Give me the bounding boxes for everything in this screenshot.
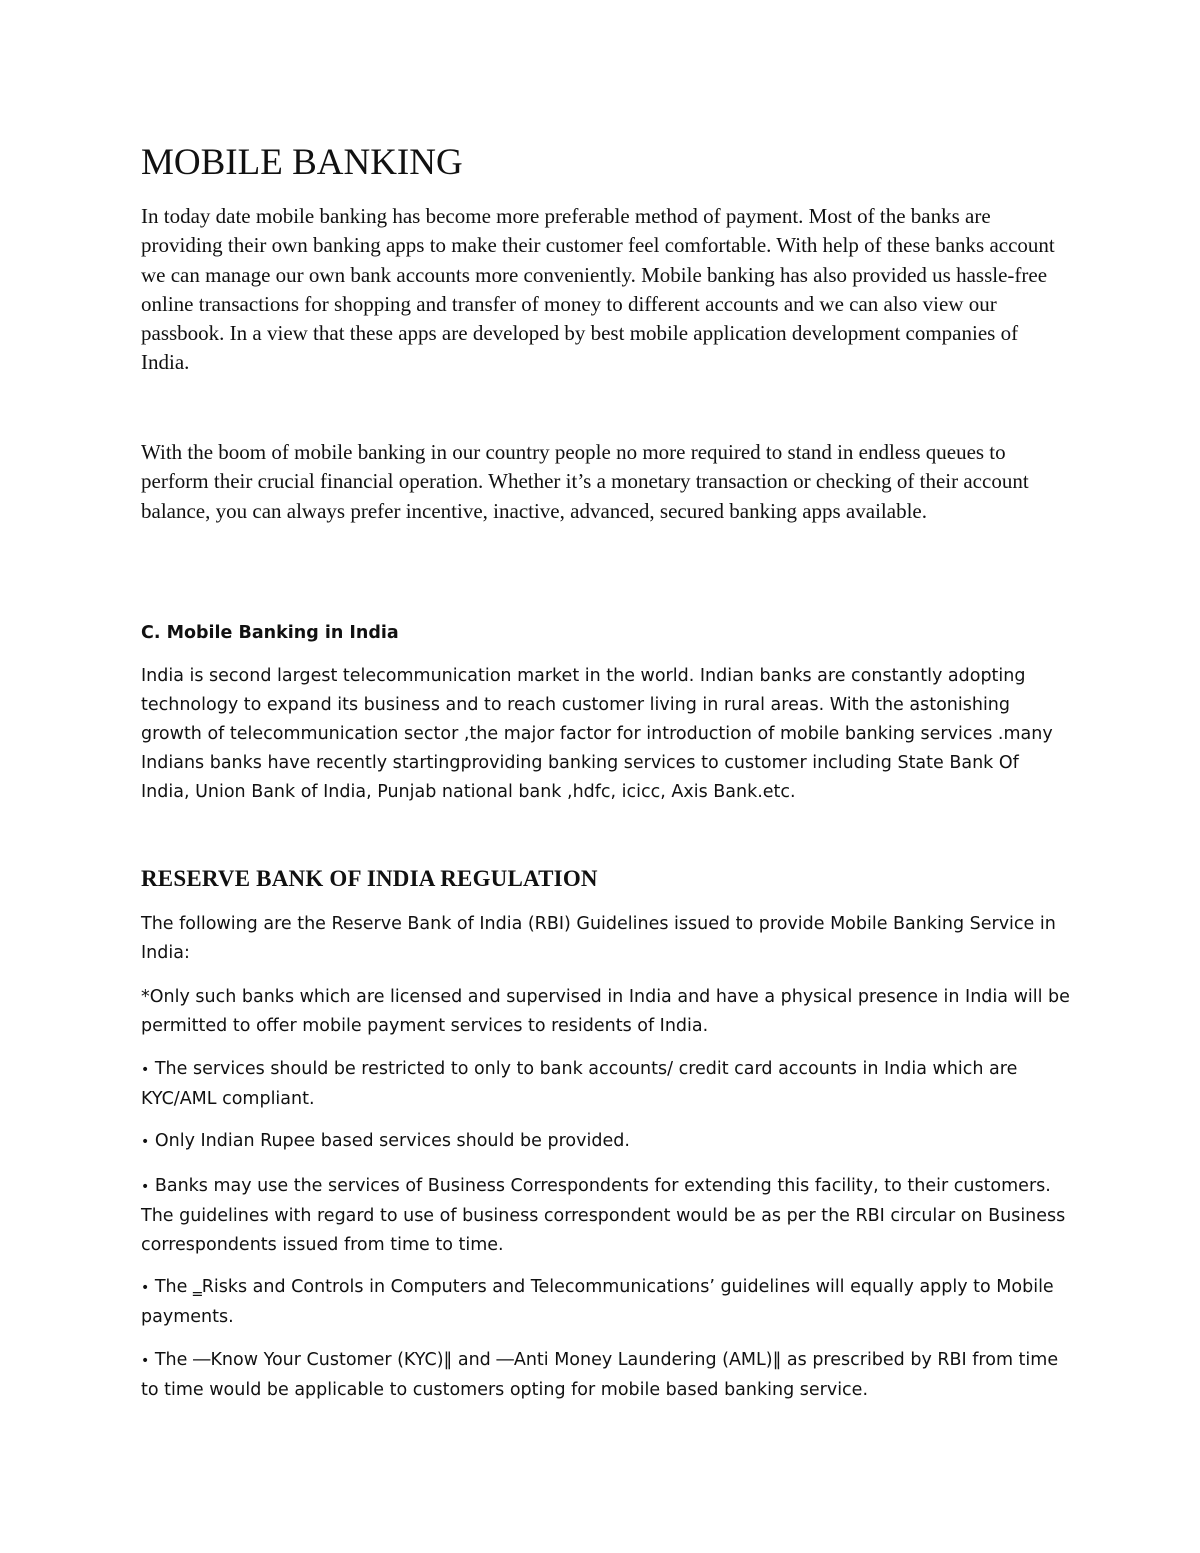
bullet-text: The services should be restricted to only to bank accounts/ credit card accounts in India which are KYC/AML compliant. — [141, 1059, 1018, 1109]
rbi-intro-paragraph: The following are the Reserve Bank of India (RBI) Guidelines issued to provide Mobile Banking Service in India: — [141, 914, 1056, 963]
intro-paragraph: In today date mobile banking has become more preferable method of payment. Most of the banks are providing their own banking apps to make their customer feel comfortable. With help of these banks account we can manage our own bank accounts more conveniently. Mobile banking has also provided us hassle-free online transactions for shopping and transfer of money to different accounts and we can also view our passbook. In a view that these apps are developed by best mobile application development companies of India. — [141, 204, 1055, 375]
bullet-text: Only Indian Rupee based services should be provided. — [154, 1131, 630, 1151]
page-title: MOBILE BANKING — [141, 142, 463, 183]
bullet-icon: • — [141, 1353, 150, 1369]
bullet-icon: • — [141, 1179, 150, 1195]
rbi-first-point: *Only such banks which are licensed and supervised in India and have a physical presence in India will be permitted to offer mobile payment services to residents of India. — [141, 987, 1070, 1036]
rbi-bullet-item — [141, 1172, 1071, 1260]
rbi-bullet-item — [141, 1346, 1071, 1405]
second-paragraph: With the boom of mobile banking in our country people no more required to stand in endless queues to perform their crucial financial operation. Whether it’s a monetary transaction or checking of their account balance, you can always prefer incentive, inactive, advanced, secured banking apps available. — [141, 440, 1029, 523]
rbi-bullet-item — [141, 1273, 1071, 1332]
bullet-icon: • — [141, 1134, 150, 1150]
section-c-paragraph: India is second largest telecommunication market in the world. Indian banks are constantly adopting technology to expand its business and to reach customer living in rural areas. With the astonishing growth of telecommunication sector ,the major factor for introduction of mobile banking services .many Indians banks have recently startingproviding banking services to customer including State Bank Of India, Union Bank of India, Punjab national bank ,hdfc, icicc, Axis Bank.etc. — [141, 666, 1053, 802]
bullet-text: The ‗Risks and Controls in Computers and Telecommunications’ guidelines will equally apply to Mobile payments. — [141, 1277, 1054, 1327]
rbi-heading: RESERVE BANK OF INDIA REGULATION — [141, 866, 598, 891]
bullet-icon: • — [141, 1280, 150, 1296]
section-c-heading: C. Mobile Banking in India — [141, 623, 399, 643]
rbi-bullet-item — [141, 1127, 1071, 1157]
bullet-text: Banks may use the services of Business Correspondents for extending this facility, to their customers. The guidelines with regard to use of business correspondent would be as per the RBI circular on Business correspondents issued from time to time. — [141, 1176, 1066, 1255]
rbi-bullet-item — [141, 1055, 1071, 1114]
bullet-icon: • — [141, 1062, 150, 1078]
bullet-text: The ―Know Your Customer (KYC)‖ and ―Anti Money Laundering (AML)‖ as prescribed by RBI from time to time would be applicable to customers opting for mobile based banking service. — [141, 1350, 1059, 1400]
